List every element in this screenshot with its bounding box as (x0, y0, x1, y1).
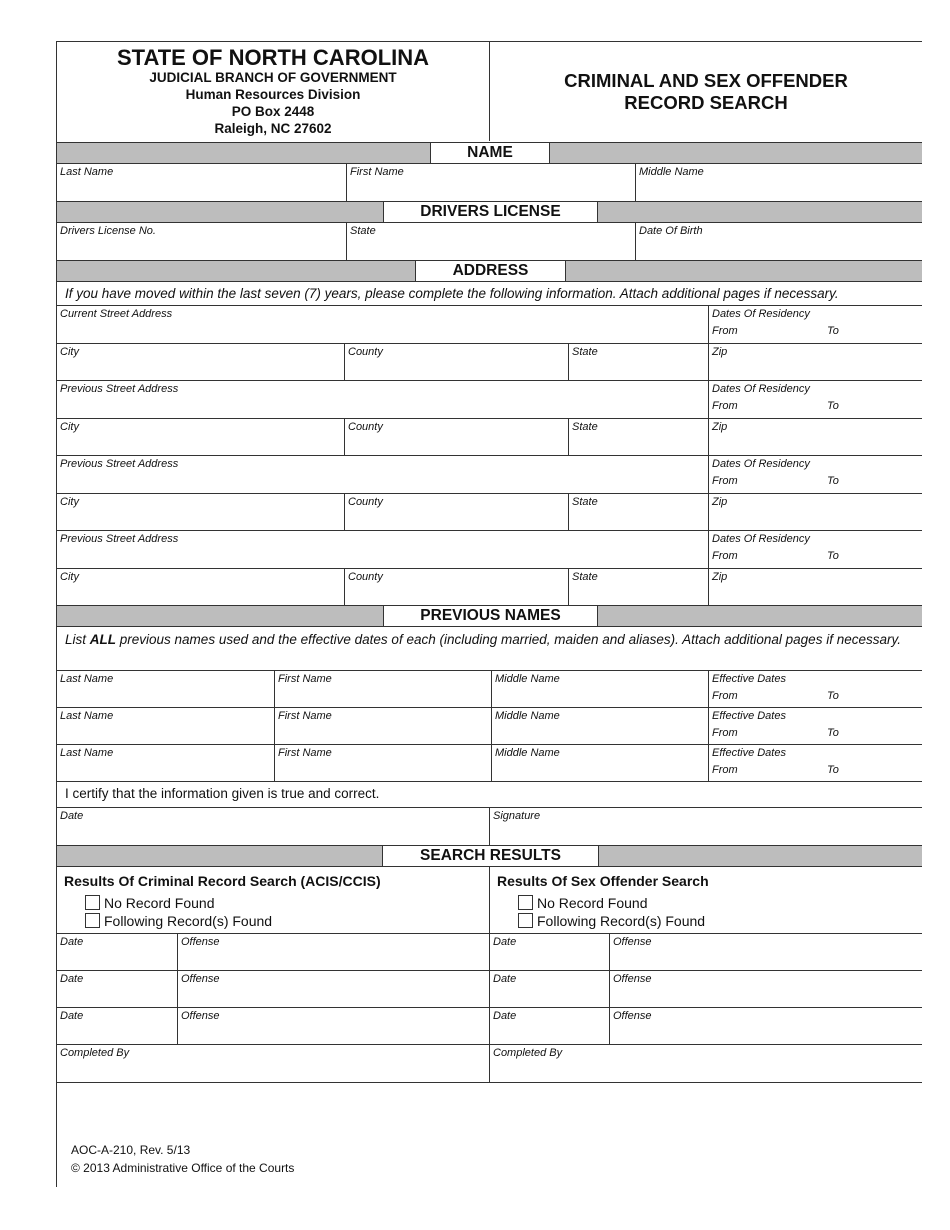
zip-label: Zip (712, 496, 728, 508)
prev-first-name-label: First Name (278, 747, 332, 759)
zip-label: Zip (712, 346, 728, 358)
certification-date-field[interactable] (57, 808, 489, 845)
previous-address-row (57, 531, 922, 569)
previous-street-label: Previous Street Address (60, 383, 179, 395)
prev-middle-name-field[interactable] (491, 745, 708, 781)
date-label: Date (493, 973, 517, 985)
form-title-block (489, 42, 922, 141)
prev-last-name-field[interactable] (57, 745, 274, 781)
previous-street-field[interactable] (57, 456, 708, 493)
previous-names-title: PREVIOUS NAMES (383, 606, 598, 626)
city-label: City (60, 421, 79, 433)
from-label: From (712, 475, 738, 487)
county-label: County (348, 571, 383, 583)
no-record-label: No Record Found (537, 895, 648, 911)
sex-offender-records-found-option[interactable] (518, 913, 705, 929)
prev-first-name-field[interactable] (274, 708, 491, 744)
offense-date-field[interactable] (489, 1008, 609, 1044)
sex-offender-results-block (489, 867, 922, 933)
to-label: To (827, 764, 839, 776)
last-name-label: Last Name (60, 166, 114, 178)
certification-statement: I certify that the information given is true and correct. (57, 782, 922, 808)
previous-names-band (57, 606, 922, 627)
offense-row (57, 971, 922, 1008)
license-number-label: Drivers License No. (60, 225, 156, 237)
to-label: To (827, 727, 839, 739)
state-field[interactable] (568, 569, 708, 605)
city-row (57, 569, 922, 606)
search-results-title: SEARCH RESULTS (382, 846, 599, 866)
current-street-field[interactable] (57, 306, 708, 343)
date-of-birth-field[interactable] (635, 223, 922, 260)
zip-label: Zip (712, 421, 728, 433)
agency-block (57, 42, 489, 141)
from-label: From (712, 764, 738, 776)
record-search-form (56, 41, 922, 1187)
offense-date-field[interactable] (489, 971, 609, 1007)
prev-middle-name-label: Middle Name (495, 673, 560, 685)
no-record-label: No Record Found (104, 895, 215, 911)
offense-label: Offense (613, 1010, 652, 1022)
from-label: From (712, 325, 738, 337)
license-row (57, 223, 922, 261)
offense-field[interactable] (177, 934, 489, 970)
form-number: AOC-A-210, Rev. 5/13 (71, 1143, 191, 1157)
criminal-records-found-option[interactable] (85, 913, 272, 929)
form-title-line1: CRIMINAL AND SEX OFFENDER (564, 70, 848, 91)
middle-name-field[interactable] (635, 164, 922, 201)
city-line: Raleigh, NC 27602 (214, 121, 332, 136)
state-label: State (572, 571, 598, 583)
county-field[interactable] (344, 419, 568, 455)
form-title-line2: RECORD SEARCH (624, 92, 788, 113)
sex-offender-no-record-option[interactable] (518, 895, 648, 911)
to-label: To (827, 690, 839, 702)
from-label: From (712, 550, 738, 562)
city-label: City (60, 496, 79, 508)
residency-dates-field[interactable] (708, 456, 922, 493)
zip-field[interactable] (708, 344, 922, 380)
address-instructions: If you have moved within the last seven (7) years, please complete the following information. Attach additional pages if necessary. (57, 282, 922, 306)
offense-label: Offense (613, 973, 652, 985)
sex-offender-completed-by-field[interactable] (489, 1045, 922, 1082)
state-label: State (572, 346, 598, 358)
residency-dates-field[interactable] (708, 531, 922, 568)
license-state-label: State (350, 225, 376, 237)
offense-label: Offense (181, 936, 220, 948)
prev-first-name-field[interactable] (274, 671, 491, 707)
instructions-pre: List (65, 632, 90, 647)
residency-dates-field[interactable] (708, 306, 922, 343)
effective-dates-label: Effective Dates (712, 710, 786, 722)
effective-dates-label: Effective Dates (712, 747, 786, 759)
license-state-field[interactable] (346, 223, 635, 260)
prev-middle-name-field[interactable] (491, 671, 708, 707)
date-label: Date (493, 1010, 517, 1022)
prev-middle-name-label: Middle Name (495, 710, 560, 722)
previous-street-label: Previous Street Address (60, 533, 179, 545)
criminal-completed-by-field[interactable] (57, 1045, 489, 1082)
checkbox[interactable] (85, 895, 100, 910)
last-name-field[interactable] (57, 164, 346, 201)
prev-last-name-field[interactable] (57, 708, 274, 744)
current-address-row (57, 306, 922, 344)
from-label: From (712, 727, 738, 739)
residency-dates-field[interactable] (708, 381, 922, 418)
previous-name-row (57, 745, 922, 782)
sex-offender-results-heading: Results Of Sex Offender Search (497, 873, 709, 889)
offense-field[interactable] (177, 971, 489, 1007)
first-name-field[interactable] (346, 164, 635, 201)
offense-row (57, 1008, 922, 1045)
date-label: Date (493, 936, 517, 948)
prev-first-name-field[interactable] (274, 745, 491, 781)
license-section-band (57, 202, 922, 223)
offense-date-field[interactable] (489, 934, 609, 970)
date-of-birth-label: Date Of Birth (639, 225, 703, 237)
offense-label: Offense (613, 936, 652, 948)
city-field[interactable] (57, 494, 344, 530)
checkbox[interactable] (85, 913, 100, 928)
county-label: County (348, 346, 383, 358)
offense-label: Offense (181, 1010, 220, 1022)
prev-middle-name-field[interactable] (491, 708, 708, 744)
signature-label: Signature (493, 810, 541, 822)
offense-field[interactable] (609, 934, 922, 970)
state-field[interactable] (568, 344, 708, 380)
zip-field[interactable] (708, 569, 922, 605)
previous-address-row (57, 456, 922, 494)
address-section-title: ADDRESS (415, 261, 566, 281)
county-label: County (348, 496, 383, 508)
county-field[interactable] (344, 569, 568, 605)
residency-dates-label: Dates Of Residency (712, 383, 810, 395)
license-number-field[interactable] (57, 223, 346, 260)
results-heading-row (57, 867, 922, 934)
state-field[interactable] (568, 494, 708, 530)
offense-date-field[interactable] (57, 1008, 177, 1044)
county-field[interactable] (344, 344, 568, 380)
from-label: From (712, 400, 738, 412)
middle-name-label: Middle Name (639, 166, 704, 178)
zip-field[interactable] (708, 419, 922, 455)
zip-field[interactable] (708, 494, 922, 530)
checkbox[interactable] (518, 913, 533, 928)
from-label: From (712, 690, 738, 702)
offense-field[interactable] (609, 971, 922, 1007)
previous-name-row (57, 671, 922, 708)
to-label: To (827, 400, 839, 412)
certification-date-label: Date (60, 810, 84, 822)
city-field[interactable] (57, 569, 344, 605)
certification-row (57, 808, 922, 846)
offense-row (57, 934, 922, 971)
date-label: Date (60, 973, 84, 985)
county-label: County (348, 421, 383, 433)
residency-dates-label: Dates Of Residency (712, 308, 810, 320)
completed-by-label: Completed By (493, 1047, 563, 1059)
po-box-line: PO Box 2448 (231, 104, 315, 119)
state-label: State (572, 496, 598, 508)
state-title: STATE OF NORTH CAROLINA (116, 45, 430, 70)
criminal-results-heading: Results Of Criminal Record Search (ACIS/CCIS) (64, 873, 381, 889)
state-label: State (572, 421, 598, 433)
offense-field[interactable] (609, 1008, 922, 1044)
city-row (57, 494, 922, 531)
previous-street-label: Previous Street Address (60, 458, 179, 470)
prev-first-name-label: First Name (278, 673, 332, 685)
name-section-title: NAME (430, 143, 550, 163)
city-label: City (60, 346, 79, 358)
prev-last-name-label: Last Name (60, 747, 114, 759)
signature-field[interactable] (489, 808, 922, 845)
city-row (57, 419, 922, 456)
offense-label: Offense (181, 973, 220, 985)
city-label: City (60, 571, 79, 583)
license-section-title: DRIVERS LICENSE (383, 202, 598, 222)
prev-last-name-label: Last Name (60, 710, 114, 722)
to-label: To (827, 475, 839, 487)
zip-label: Zip (712, 571, 728, 583)
previous-address-row (57, 381, 922, 419)
prev-first-name-label: First Name (278, 710, 332, 722)
prev-middle-name-label: Middle Name (495, 747, 560, 759)
copyright: © 2013 Administrative Office of the Courts (71, 1161, 295, 1175)
date-label: Date (60, 1010, 84, 1022)
date-label: Date (60, 936, 84, 948)
city-field[interactable] (57, 344, 344, 380)
checkbox[interactable] (518, 895, 533, 910)
instructions-bold: ALL (89, 632, 117, 647)
previous-street-field[interactable] (57, 381, 708, 418)
division-line: Human Resources Division (185, 87, 361, 102)
search-results-band (57, 846, 922, 867)
offense-date-field[interactable] (57, 971, 177, 1007)
records-found-label: Following Record(s) Found (537, 913, 706, 929)
residency-dates-label: Dates Of Residency (712, 458, 810, 470)
effective-dates-field[interactable] (708, 671, 922, 707)
name-section-band (57, 143, 922, 164)
effective-dates-field[interactable] (708, 708, 922, 744)
to-label: To (827, 550, 839, 562)
current-street-label: Current Street Address (60, 308, 173, 320)
criminal-results-block (57, 867, 489, 933)
residency-dates-label: Dates Of Residency (712, 533, 810, 545)
completed-by-row (57, 1045, 922, 1083)
state-field[interactable] (568, 419, 708, 455)
previous-name-row (57, 708, 922, 745)
to-label: To (827, 325, 839, 337)
offense-field[interactable] (177, 1008, 489, 1044)
offense-date-field[interactable] (57, 934, 177, 970)
form-header (57, 42, 922, 143)
branch-line: JUDICIAL BRANCH OF GOVERNMENT (149, 70, 397, 85)
completed-by-label: Completed By (60, 1047, 130, 1059)
name-row (57, 164, 922, 202)
records-found-label: Following Record(s) Found (104, 913, 273, 929)
first-name-label: First Name (350, 166, 404, 178)
city-row (57, 344, 922, 381)
effective-dates-label: Effective Dates (712, 673, 786, 685)
address-section-band (57, 261, 922, 282)
prev-last-name-label: Last Name (60, 673, 114, 685)
city-field[interactable] (57, 419, 344, 455)
previous-street-field[interactable] (57, 531, 708, 568)
criminal-no-record-option[interactable] (85, 895, 215, 911)
previous-names-instructions (57, 627, 922, 671)
effective-dates-field[interactable] (708, 745, 922, 781)
county-field[interactable] (344, 494, 568, 530)
prev-last-name-field[interactable] (57, 671, 274, 707)
instructions-post: previous names used and the effective dates of each (including married, maiden and aliases). Attach additional pages if necessary. (116, 632, 901, 647)
